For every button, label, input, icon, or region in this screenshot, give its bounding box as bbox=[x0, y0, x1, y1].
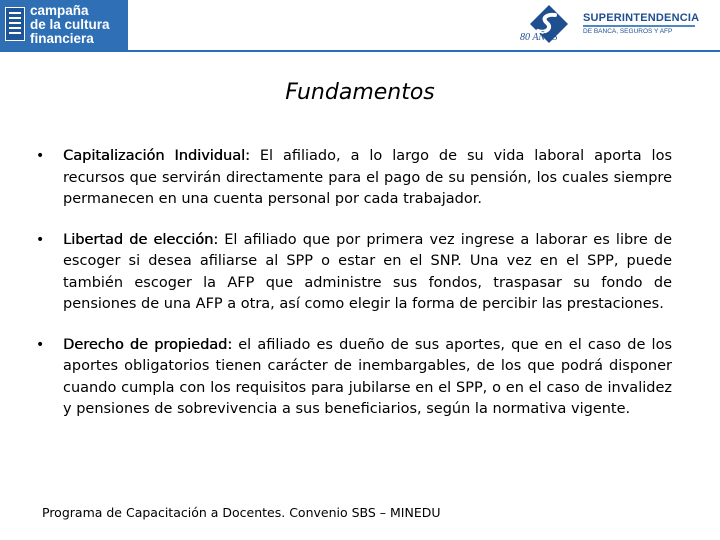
institution-subtitle: DE BANCA, SEGUROS Y AFP bbox=[583, 28, 673, 35]
campaign-logo bbox=[0, 0, 128, 50]
bullet-text: El afiliado, a lo largo de su vida laboral aporta los recursos que servirán directamente para el pago de su pensión, los cuales siempre permanecen en una cuenta personal por cada trabajador. bbox=[63, 148, 672, 207]
bullet-icon: • bbox=[36, 231, 45, 248]
campaign-logo-text bbox=[30, 4, 110, 46]
header-divider bbox=[0, 50, 720, 52]
slide-header bbox=[0, 0, 720, 52]
campaign-line-1: campaña bbox=[30, 3, 89, 18]
institution-divider bbox=[583, 25, 695, 27]
bullet-term: Libertad de elección: bbox=[63, 231, 219, 248]
bullet-text: El afiliado que por primera vez ingrese a laborar es libre de escoger si desea afiliarse al SPP o estar en el SNP. Una vez en el SPP, puede también escoger la AFP que administre sus fondos, traspasar su fondo de pensiones de una AFP a otra, así como elegir la forma de percibir las prestaciones. bbox=[63, 231, 672, 312]
bullet-item bbox=[36, 335, 672, 421]
campaign-line-2: de la cultura bbox=[30, 17, 110, 32]
institution-name: SUPERINTENDENCIA bbox=[583, 12, 700, 24]
bullet-icon: • bbox=[36, 148, 45, 164]
bullet-item bbox=[36, 230, 672, 316]
slide-title: Fundamentos bbox=[285, 80, 435, 105]
bullet-term: Capitalización Individual: bbox=[63, 148, 250, 164]
building-icon bbox=[5, 7, 25, 41]
bullet-item bbox=[36, 146, 672, 211]
bullet-term: Derecho de propiedad: bbox=[63, 336, 233, 353]
campaign-line-3: financiera bbox=[30, 31, 94, 46]
anniversary-label: 80 AÑOS bbox=[520, 32, 558, 43]
bullet-list bbox=[36, 146, 672, 421]
bullet-icon: • bbox=[36, 336, 45, 353]
bullet-text: el afiliado es dueño de sus aportes, que en el caso de los aportes obligatorios tienen carácter de inembargables, de los que podrá disponer cuando cumpla con los requisitos para jubilarse en el SPP, o en el caso de invalidez y pensiones de sobrevivencia a sus beneficiarios, según la normativa vigente. bbox=[63, 336, 672, 417]
slide-footer: Programa de Capacitación a Docentes. Convenio SBS – MINEDU bbox=[42, 505, 441, 520]
